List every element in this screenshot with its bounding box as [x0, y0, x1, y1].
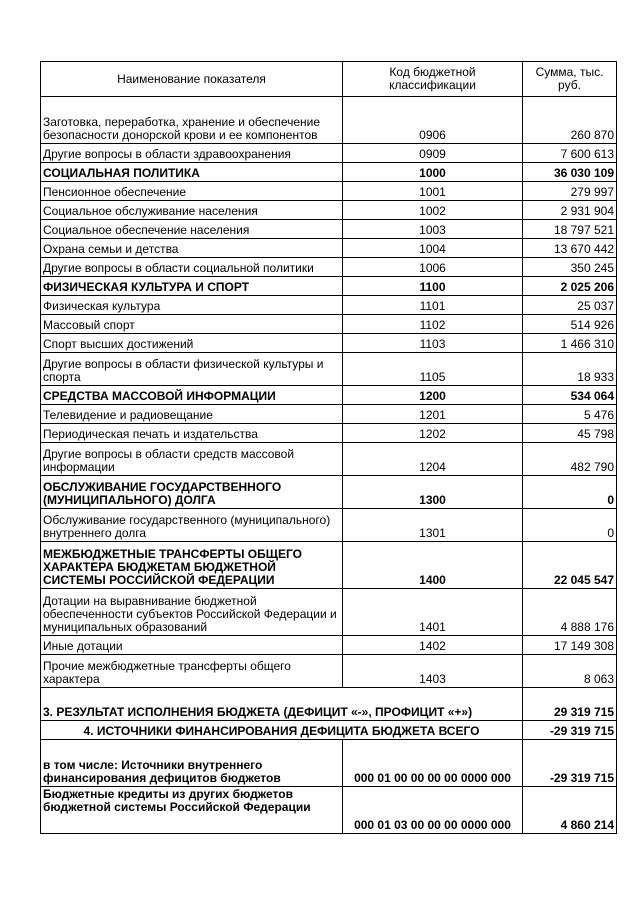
table-row	[41, 296, 617, 315]
budget-table	[40, 61, 617, 834]
row-code: 1003	[343, 220, 523, 239]
internal-code: 000 01 00 00 00 00 0000 000	[343, 740, 523, 787]
row-name: Массовый спорт	[41, 315, 343, 334]
table-row	[41, 163, 617, 182]
row-sum: 534 064	[523, 386, 617, 405]
row-name: Охрана семьи и детства	[41, 239, 343, 258]
row-sum: 7 600 613	[523, 144, 617, 163]
table-row	[41, 144, 617, 163]
header-code: Код бюджетной классификации	[343, 62, 523, 97]
row-code: 1201	[343, 405, 523, 424]
table-row	[41, 509, 617, 542]
row-sum: 4 888 176	[523, 589, 617, 636]
row-name: Другие вопросы в области физической культуры и спорта	[41, 353, 343, 386]
table-row	[41, 182, 617, 201]
row-code: 1301	[343, 509, 523, 542]
row-code: 1105	[343, 353, 523, 386]
credits-sum: 4 860 214	[523, 787, 617, 834]
table-row	[41, 334, 617, 353]
row-sum: 0	[523, 509, 617, 542]
table-row	[41, 97, 617, 144]
row-sum: 482 790	[523, 443, 617, 476]
row-sum: 18 933	[523, 353, 617, 386]
row-code: 1400	[343, 542, 523, 589]
row-code: 1004	[343, 239, 523, 258]
row-sum: 2 025 206	[523, 277, 617, 296]
row-name: Обслуживание государственного (муниципального) внутреннего долга	[41, 509, 343, 542]
row-code: 1100	[343, 277, 523, 296]
row-name: Другие вопросы в области здравоохранения	[41, 144, 343, 163]
table-row	[41, 201, 617, 220]
table-row	[41, 258, 617, 277]
result-row	[41, 688, 617, 721]
internal-name: в том числе: Источники внутреннего финансирования дефицитов бюджетов	[41, 740, 343, 787]
header-name: Наименование показателя	[41, 62, 343, 97]
result-sum: 29 319 715	[523, 688, 617, 721]
row-code: 1300	[343, 476, 523, 509]
table-row	[41, 353, 617, 386]
row-name: Спорт высших достижений	[41, 334, 343, 353]
table-row	[41, 220, 617, 239]
row-code: 1006	[343, 258, 523, 277]
row-sum: 350 245	[523, 258, 617, 277]
row-code: 1402	[343, 636, 523, 655]
row-code: 0906	[343, 97, 523, 144]
row-sum: 45 798	[523, 424, 617, 443]
row-name: Заготовка, переработка, хранение и обеспечение безопасности донорской крови и ее компонентов	[41, 97, 343, 144]
result-label: 3. РЕЗУЛЬТАТ ИСПОЛНЕНИЯ БЮДЖЕТА (ДЕФИЦИТ «-», ПРОФИЦИТ «+»)	[41, 688, 523, 721]
row-code: 1401	[343, 589, 523, 636]
row-name: Телевидение и радиовещание	[41, 405, 343, 424]
row-code: 1001	[343, 182, 523, 201]
table-row	[41, 239, 617, 258]
row-code: 1204	[343, 443, 523, 476]
row-sum: 8 063	[523, 655, 617, 688]
sources-row	[41, 721, 617, 740]
credits-row	[41, 787, 617, 834]
row-code: 1002	[343, 201, 523, 220]
row-sum: 279 997	[523, 182, 617, 201]
table-row	[41, 424, 617, 443]
row-code: 1102	[343, 315, 523, 334]
sources-sum: -29 319 715	[523, 721, 617, 740]
row-name: СОЦИАЛЬНАЯ ПОЛИТИКА	[41, 163, 343, 182]
row-sum: 2 931 904	[523, 201, 617, 220]
header-sum: Сумма, тыс. руб.	[523, 62, 617, 97]
row-sum: 514 926	[523, 315, 617, 334]
table-row	[41, 315, 617, 334]
row-name: Социальное обеспечение населения	[41, 220, 343, 239]
table-row	[41, 655, 617, 688]
row-name: Прочие межбюджетные трансферты общего характера	[41, 655, 343, 688]
table-row	[41, 476, 617, 509]
table-header	[41, 62, 617, 97]
row-code: 1403	[343, 655, 523, 688]
row-code: 0909	[343, 144, 523, 163]
row-name: Другие вопросы в области средств массовой информации	[41, 443, 343, 476]
row-name: Социальное обслуживание населения	[41, 201, 343, 220]
row-code: 1200	[343, 386, 523, 405]
credits-code: 000 01 03 00 00 00 0000 000	[343, 787, 523, 834]
row-sum: 5 476	[523, 405, 617, 424]
row-sum: 36 030 109	[523, 163, 617, 182]
table-row	[41, 542, 617, 589]
internal-sum: -29 319 715	[523, 740, 617, 787]
row-name: СРЕДСТВА МАССОВОЙ ИНФОРМАЦИИ	[41, 386, 343, 405]
row-sum: 25 037	[523, 296, 617, 315]
credits-name: Бюджетные кредиты из других бюджетов бюджетной системы Российской Федерации	[41, 787, 343, 834]
row-sum: 17 149 308	[523, 636, 617, 655]
table-row	[41, 405, 617, 424]
row-sum: 260 870	[523, 97, 617, 144]
row-sum: 1 466 310	[523, 334, 617, 353]
table-row	[41, 277, 617, 296]
row-sum: 0	[523, 476, 617, 509]
row-sum: 18 797 521	[523, 220, 617, 239]
table-row	[41, 636, 617, 655]
row-name: МЕЖБЮДЖЕТНЫЕ ТРАНСФЕРТЫ ОБЩЕГО ХАРАКТЕРА БЮДЖЕТАМ БЮДЖЕТНОЙ СИСТЕМЫ РОССИЙСКОЙ ФЕДЕРАЦИИ	[41, 542, 343, 589]
row-name: Другие вопросы в области социальной политики	[41, 258, 343, 277]
table-row	[41, 386, 617, 405]
table-row	[41, 443, 617, 476]
row-code: 1101	[343, 296, 523, 315]
table-row	[41, 589, 617, 636]
row-code: 1000	[343, 163, 523, 182]
row-code: 1202	[343, 424, 523, 443]
row-sum: 13 670 442	[523, 239, 617, 258]
row-name: Пенсионное обеспечение	[41, 182, 343, 201]
row-name: ОБСЛУЖИВАНИЕ ГОСУДАРСТВЕННОГО (МУНИЦИПАЛЬНОГО) ДОЛГА	[41, 476, 343, 509]
row-name: Физическая культура	[41, 296, 343, 315]
row-name: ФИЗИЧЕСКАЯ КУЛЬТУРА И СПОРТ	[41, 277, 343, 296]
row-sum: 22 045 547	[523, 542, 617, 589]
sources-label: 4. ИСТОЧНИКИ ФИНАНСИРОВАНИЯ ДЕФИЦИТА БЮДЖЕТА ВСЕГО	[41, 721, 523, 740]
row-name: Иные дотации	[41, 636, 343, 655]
row-code: 1103	[343, 334, 523, 353]
row-name: Периодическая печать и издательства	[41, 424, 343, 443]
internal-row	[41, 740, 617, 787]
row-name: Дотации на выравнивание бюджетной обеспеченности субъектов Российской Федерации и муниципальных образований	[41, 589, 343, 636]
